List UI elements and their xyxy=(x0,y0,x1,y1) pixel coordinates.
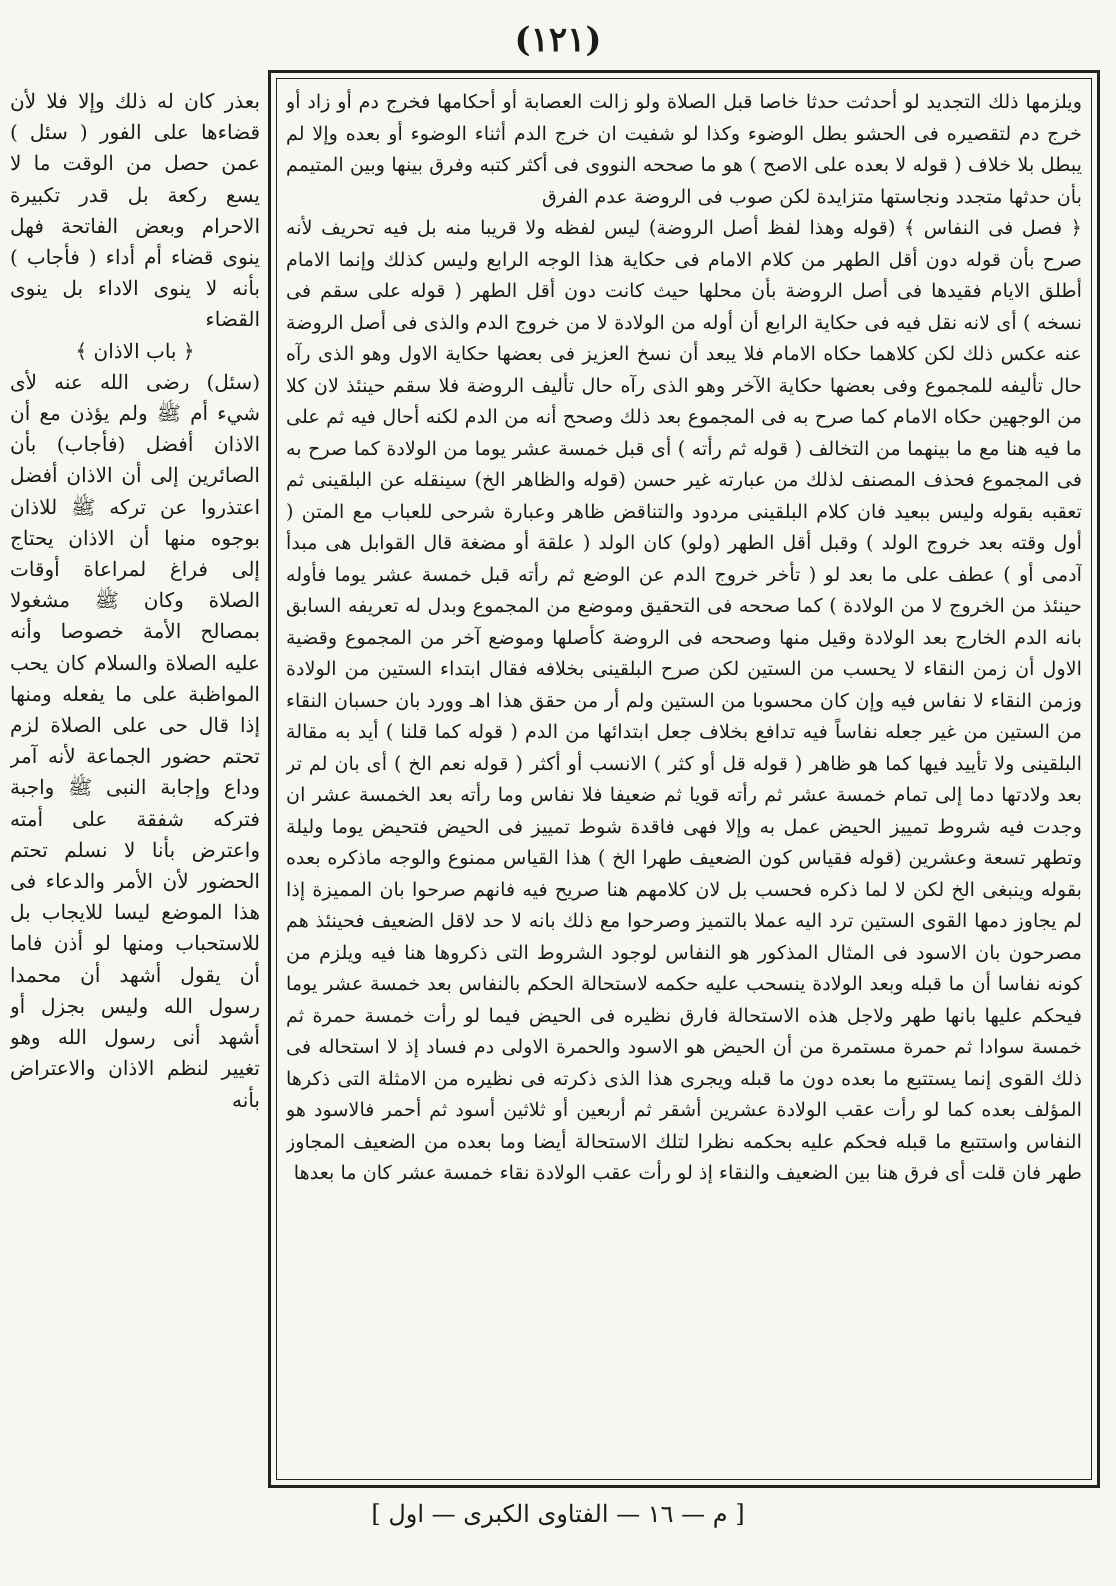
side-heading: ﴿ باب الاذان ﴾ xyxy=(75,338,195,363)
side-paragraph: بعذر كان له ذلك وإلا فلا لأن قضاءها على الفور ( سئل ) عمن حصل من الوقت ما لا يسع ركعة بل قدر تكبيرة الاحرام وبعض الفاتحة فهل ينوى قضاء أم أداء ( فأجاب ) بأنه لا ينوى الاداء بل ينوى القضاء xyxy=(10,89,260,332)
page-number: (١٢١) xyxy=(514,20,602,60)
main-paragraph: ويلزمها ذلك التجديد لو أحدثت حدثا خاصا قبل الصلاة ولو زالت العصابة أو أحكامها فخرج دم أو زاد أو خرج دم لتقصيره فى الحشو بطل الوضوء وكذا لو شفيت ان خرج الدم أثناء الوضوء أو بعده وإلا لم يبطل بلا خلاف ( قوله لا بعده على الاصح ) هو ما صححه النووى فى أكثر كتبه وفرق بينها وبين المتيمم بأن حدثها متجدد ونجاستها متزايدة لكن صوب فى الروضة عدم الفرق xyxy=(286,90,1082,208)
side-column xyxy=(10,86,260,1472)
main-paragraph: ﴿ فصل فى النفاس ﴾ (قوله وهذا لفظ أصل الروضة) ليس لفظه ولا قريبا منه بل فيه تحريف لأنه صرح بأن قوله دون أقل الطهر من كلام الامام فى حكاية هذا الوجه الرابع وليس كذلك وإنما الامام أطلق الايام فقيدها فى أصل الروضة بأن محلها حيث كانت دون أقل الطهر ( قوله على سقم فى نسخه ) أى لانه نقل فيه فى حكاية الرابع أن أوله من الولادة لا من خروج الدم والذى فى أصل الروضة عنه عكس ذلك لكن كلاهما حكاه الامام فلا يبعد أن نسخ العزيز فى بعضها حكاية الاول وهو الذى رآه حال تأليفه للمجموع وفى بعضها حكاية الآخر وهو الذى رآه حال تأليف الروضة فلا سقم حينئذ لان كلا من الوجهين حكاه الامام كما صرح به فى المجموع بعد ذلك وصحح أنه من الدم لكنه أحال فيه ثم على ما فيه هنا مع ما بينهما من التخالف ( قوله ثم رأته ) أى قبل خمسة عشر يوما من الولادة كما صرح به فى المجموع فحذف المصنف لذلك من عبارته غير حسن (قوله والظاهر الخ) سينقله عن البلقينى ثم تعقبه بقوله وليس ببعيد فان كلام البلقينى مردود والتناقض ظاهر وعبارة شرحى للعباب مع المتن ( أول وقته بعد خروج الولد ) وقبل أقل الطهر (ولو) كان الولد ( علقة أو مضغة قال القوابل هى مبدأ آدمى أو ) عطف على ما بعد لو ( تأخر خروج الدم عن الوضع ثم رأته قبل خمسة عشر يوما فأوله حينئذ من الخروج لا من الولادة ) كما صححه فى التحقيق وموضع من المجموع وبدل له تعريفه السابق بانه الدم الخارج بعد الولادة وقيل منها وصححه فى الروضة كأصلها وموضع آخر من المجموع وقضية الاول أن زمن النقاء لا يحسب من الستين لكن صرح البلقينى بخلافه فقال ابتداء الستين من الولادة وزمن النقاء لا نفاس فيه وإن كان محسوبا من الستين ولم أر من حقق هذا اهـ وورد بان حسبان النقاء من الستين من غير جعله نفاساً فيه تدافع بخلاف جعل ابتدائها من الدم ( قوله كما قلنا ) أيد به مقالة البلقينى ولا تأييد فيها كما هو ظاهر ( قوله قل أو كثر ) الانسب أو أكثر ( قوله نعم الخ ) أى بان لم تر بعد ولادتها دما إلى تمام خمسة عشر ثم رأته قويا ثم ضعيفا فلا نفاس وما رأته بعد الخمسة عشر ان وجدت فيه شروط تمييز الحيض عمل به وإلا فهى فاقدة شوط تمييز فى الحيض فتحيض يوما وليلة وتطهر تسعة وعشرين (قوله فقياس كون الضعيف طهرا الخ ) هذا القياس ممنوع والوجه ماذكره بعده بقوله وينبغى الخ لكن لا لما ذكره فحسب بل لان كلامهم هنا صريح فيه فانهم صرحوا بان المميزة إذا لم يجاوز دمها القوى الستين ترد اليه عملا بالتميز وصرحوا مع ذلك بانه لا حد لاقل الضعيف فحينئذ هم مصرحون بان الاسود فى المثال المذكور هو النفاس لوجود الشروط التى ذكروها هنا فيه ويلزم من كونه نفاسا أن ما قبله وبعد الولادة ينسحب عليه حكمه لاستحالة الحكم بالنفاس بعد خمسة عشر يوما فيحكم عليها بانها طهر ولاجل هذه الاستحالة فارق نظيره فى الحيض فيما لو رأت خمسة حمرة ثم خمسة سوادا ثم حمرة مستمرة من أن الحيض هو الاسود والحمرة الاولى دم فساد إذ لا استحاله فى ذلك القوى إنما يستتبع ما بعده دون ما قبله ويجرى هذا الذى ذكرته فى نظيره من الامثلة التى ذكرها المؤلف بعده كما لو رأت عقب الولادة عشرين أشقر ثم أربعين أو ثلاثين أسود ثم أحمر فالاسود هو النفاس واستتبع ما قبله فحكم عليه بحكمه نظرا لتلك الاستحالة أيضا وما بعده من الضعيف المجاوز طهر فان قلت أى فرق هنا بين الضعيف والنقاء إذ لو رأت عقب الولادة نقاء خمسة عشر كان ما بعدها xyxy=(286,216,1082,1184)
footer-signature: [ م — ١٦ — الفتاوى الكبرى — اول ] xyxy=(371,1500,745,1528)
main-column xyxy=(286,86,1082,1472)
side-paragraph: (سئل) رضى الله عنه لأى شيء أم ﷺ ولم يؤذن مع أن الاذان أفضل (فأجاب) بأن الصائرين إلى أن الاذان أفضل اعتذروا عن تركه ﷺ للاذان بوجوه منها أن الاذان يحتاج إلى فراغ لمراعاة أوقات الصلاة وكان ﷺ مشغولا بمصالح الأمة خصوصا وأنه عليه الصلاة والسلام كان يحب المواظبة على ما يفعله ومنها إذا قال حى على الصلاة لزم تحتم حضور الجماعة لأنه آمر وداع وإجابة النبى ﷺ واجبة فتركه شفقة على أمته واعترض بأنا لا نسلم تحتم الحضور لأن الأمر والدعاء فى هذا الموضع ليسا للايجاب بل للاستحباب ومنها لو أذن فاما أن يقول أشهد أن محمدا رسول الله وليس بجزل أو أشهد أنى رسول الله وهو تغيير لنظم الاذان والاعتراض بأنه xyxy=(10,369,260,1112)
